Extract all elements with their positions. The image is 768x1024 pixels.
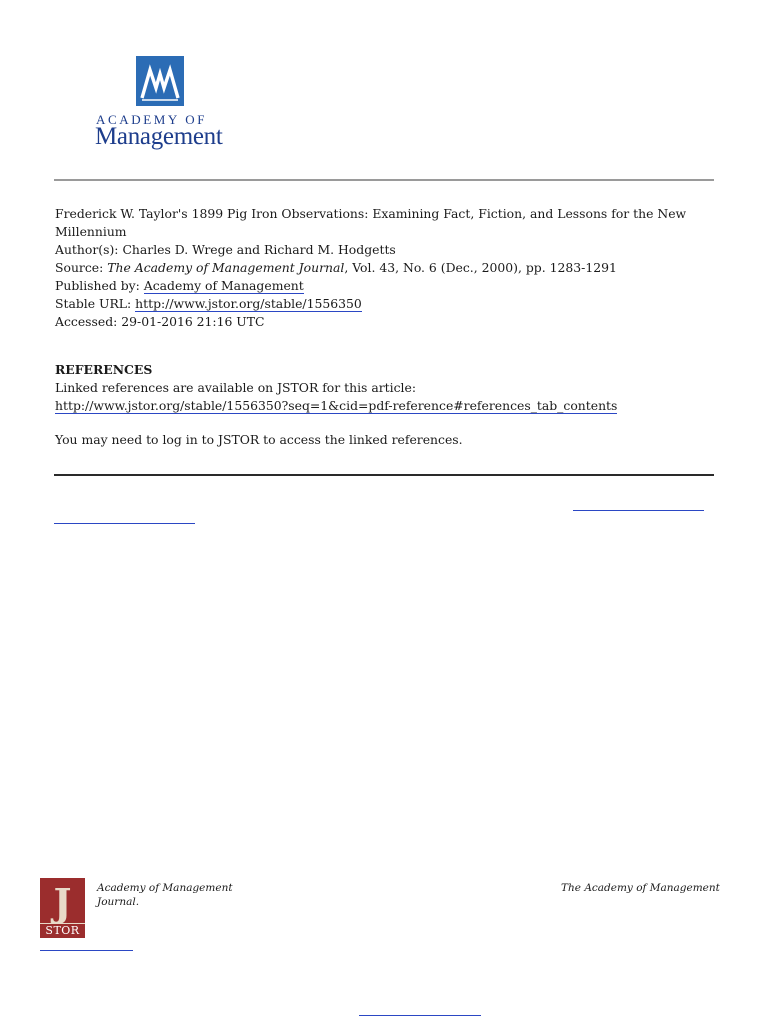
academy-of-management-logo-icon [136,56,184,106]
jstor-logo-letter: J [53,880,72,925]
publisher-line [55,277,725,295]
authors-line [55,241,725,259]
source-details: , Vol. 43, No. 6 (Dec., 2000), pp. 1283-1291 [344,260,617,275]
footer-left-text: Academy of Management Journal. [97,882,233,908]
references-link[interactable]: http://www.jstor.org/stable/1556350?seq=1&cid=pdf-reference#references_tab_contents [55,398,618,413]
source-journal: The Academy of Management Journal [107,260,345,275]
blank-link-1[interactable] [573,510,704,511]
references-heading: REFERENCES [55,362,153,377]
footer-right-text: The Academy of Management [561,882,720,894]
accessed-label: Accessed: [55,314,118,329]
divider-top [54,179,714,181]
references-note: You may need to log in to JSTOR to access the linked references. [55,432,463,447]
article-metadata [55,205,725,331]
stable-url-label: Stable URL: [55,296,132,311]
authors-label: Author(s): [55,242,119,257]
blank-link-3[interactable] [40,950,133,951]
blank-link-2[interactable] [54,523,195,524]
jstor-logo-word: STOR [40,923,85,937]
source-line [55,259,725,277]
authors-value: Charles D. Wrege and Richard M. Hodgetts [122,242,396,257]
references-section [55,361,735,449]
jstor-logo-icon [40,878,85,938]
accessed-line [55,313,725,331]
accessed-value: 29-01-2016 21:16 UTC [121,314,265,329]
source-label: Source: [55,260,104,275]
article-title: Frederick W. Taylor's 1899 Pig Iron Observations: Examining Fact, Fiction, and Lessons for the New Millennium [55,206,687,239]
logo-line-1: ACADEMY OF [96,112,208,127]
stable-url-line [55,295,725,313]
references-intro: Linked references are available on JSTOR for this article: [55,380,417,395]
stable-url-link[interactable]: http://www.jstor.org/stable/1556350 [135,296,362,311]
divider-bottom [54,474,714,476]
logo-line-2: Management [95,123,223,150]
publisher-label: Published by: [55,278,140,293]
blank-link-4[interactable] [359,1015,481,1016]
publisher-link[interactable]: Academy of Management [143,278,304,293]
